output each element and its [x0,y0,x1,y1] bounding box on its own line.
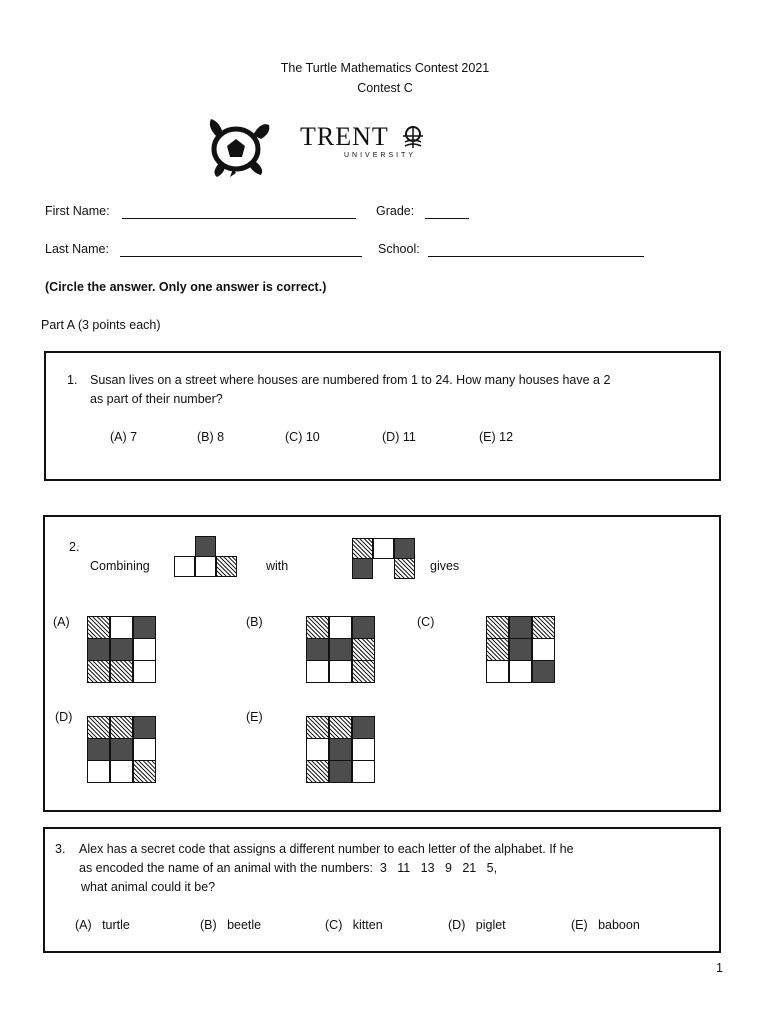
grid-cell-white [133,660,156,683]
grid-cell-hatched [87,616,110,639]
grid-cell-white [87,760,110,783]
part-a-heading: Part A (3 points each) [41,318,161,332]
grid-cell-dark [87,638,110,661]
grid-cell-dark [306,638,329,661]
q3-option-b[interactable]: (B) beetle [200,918,262,932]
school-label: School: [378,242,420,256]
q1-option-a[interactable]: (A) 7 [110,430,138,444]
grid-cell-white [329,660,352,683]
grid-cell-empty [373,558,394,579]
q3-option-d[interactable]: (D) piglet [448,918,506,932]
grade-label: Grade: [376,204,415,218]
contest-title [0,58,770,98]
grid-cell-white [133,638,156,661]
question-1-box [44,351,721,481]
grid-cell-dark [394,538,415,559]
grid-cell-white [373,538,394,559]
q2-option-d-grid[interactable] [88,717,157,782]
grid-cell-white [352,760,375,783]
grade-field[interactable] [425,218,469,219]
page-number: 1 [716,961,723,975]
q1-option-b[interactable]: (B) 8 [197,430,225,444]
grid-cell-hatched [352,538,373,559]
grid-cell-hatched [306,716,329,739]
question-3-number: 3. [55,842,66,856]
grid-cell-dark [110,738,133,761]
grid-cell-white [329,616,352,639]
grid-cell-hatched [352,638,375,661]
grid-cell-white [486,660,509,683]
grid-cell-dark [195,536,216,557]
grid-cell-hatched [532,616,555,639]
q1-option-e[interactable]: (E) 12 [479,430,514,444]
first-name-label: First Name: [45,204,110,218]
question-2-combining: Combining [90,559,150,573]
contest-subtitle: Contest C [357,81,413,95]
grid-cell-dark [329,738,352,761]
question-1-text-line2: as part of their number? [90,392,223,406]
q3-option-e[interactable]: (E) baboon [571,918,640,932]
question-2-box [43,515,721,812]
question-1-text-line1: Susan lives on a street where houses are numbered from 1 to 24. How many houses have a 2 [90,373,611,387]
q2-option-c-grid[interactable] [487,617,556,682]
question-2-gives: gives [430,559,460,573]
piece-2-shape [353,539,416,579]
question-3-box [43,827,721,953]
q2-option-e-label[interactable]: (E) [246,710,263,724]
q2-option-c-label[interactable]: (C) [417,615,435,629]
question-3-text-line3: what animal could it be? [81,880,216,894]
grid-cell-dark [329,638,352,661]
grid-cell-white [532,638,555,661]
grid-cell-hatched [486,616,509,639]
grid-cell-dark [509,616,532,639]
contest-title-line: The Turtle Mathematics Contest 2021 [280,61,490,75]
q3-option-a[interactable]: (A) turtle [75,918,130,932]
trent-university-logo [300,122,440,166]
grid-cell-hatched [110,660,133,683]
question-2-number: 2. [69,540,80,554]
grid-cell-white [110,616,133,639]
grid-cell-dark [532,660,555,683]
grid-cell-dark [133,616,156,639]
grid-cell-hatched [486,638,509,661]
question-3-text-line1: Alex has a secret code that assigns a different number to each letter of the alphabet. If he [79,842,574,856]
grid-cell-hatched [394,558,415,579]
grid-cell-dark [329,760,352,783]
trent-emblem-icon [400,124,426,150]
grid-cell-hatched [352,660,375,683]
grid-cell-white [509,660,532,683]
grid-cell-dark [133,716,156,739]
grid-cell-hatched [110,716,133,739]
grid-cell-white [352,738,375,761]
grid-cell-white [306,660,329,683]
turtle-logo-icon [203,113,273,179]
grid-cell-hatched [329,716,352,739]
question-3-text-line2: as encoded the name of an animal with the numbers: 3 11 13 9 21 5, [79,861,498,875]
grid-cell-dark [352,558,373,579]
question-2-with: with [266,559,289,573]
first-name-field[interactable] [122,218,356,219]
q1-option-d[interactable]: (D) 11 [382,430,416,444]
grid-cell-dark [352,616,375,639]
piece-1-shape [175,537,238,577]
last-name-field[interactable] [120,256,362,257]
q1-option-c[interactable]: (C) 10 [285,430,320,444]
grid-cell-hatched [87,716,110,739]
trent-logo-subtext: UNIVERSITY [344,152,417,159]
grid-cell-empty [216,536,237,557]
grid-cell-dark [352,716,375,739]
q3-option-c[interactable]: (C) kitten [325,918,383,932]
grid-cell-empty [174,536,195,557]
grid-cell-dark [87,738,110,761]
grid-cell-white [306,738,329,761]
grid-cell-hatched [87,660,110,683]
q2-option-a-label[interactable]: (A) [53,615,70,629]
last-name-label: Last Name: [45,242,109,256]
school-field[interactable] [428,256,644,257]
grid-cell-dark [509,638,532,661]
grid-cell-white [195,556,216,577]
grid-cell-white [174,556,195,577]
grid-cell-hatched [133,760,156,783]
q2-option-d-label[interactable]: (D) [55,710,73,724]
grid-cell-white [133,738,156,761]
q2-option-b-label[interactable]: (B) [246,615,263,629]
q2-option-e-grid[interactable] [307,717,376,782]
grid-cell-hatched [216,556,237,577]
instructions: (Circle the answer. Only one answer is correct.) [45,280,327,294]
grid-cell-white [110,760,133,783]
grid-cell-hatched [306,616,329,639]
trent-logo-text: TRENT [300,122,389,151]
q2-option-b-grid[interactable] [307,617,376,682]
grid-cell-hatched [306,760,329,783]
grid-cell-dark [110,638,133,661]
q2-option-a-grid[interactable] [88,617,157,682]
question-1-number: 1. [67,373,78,387]
